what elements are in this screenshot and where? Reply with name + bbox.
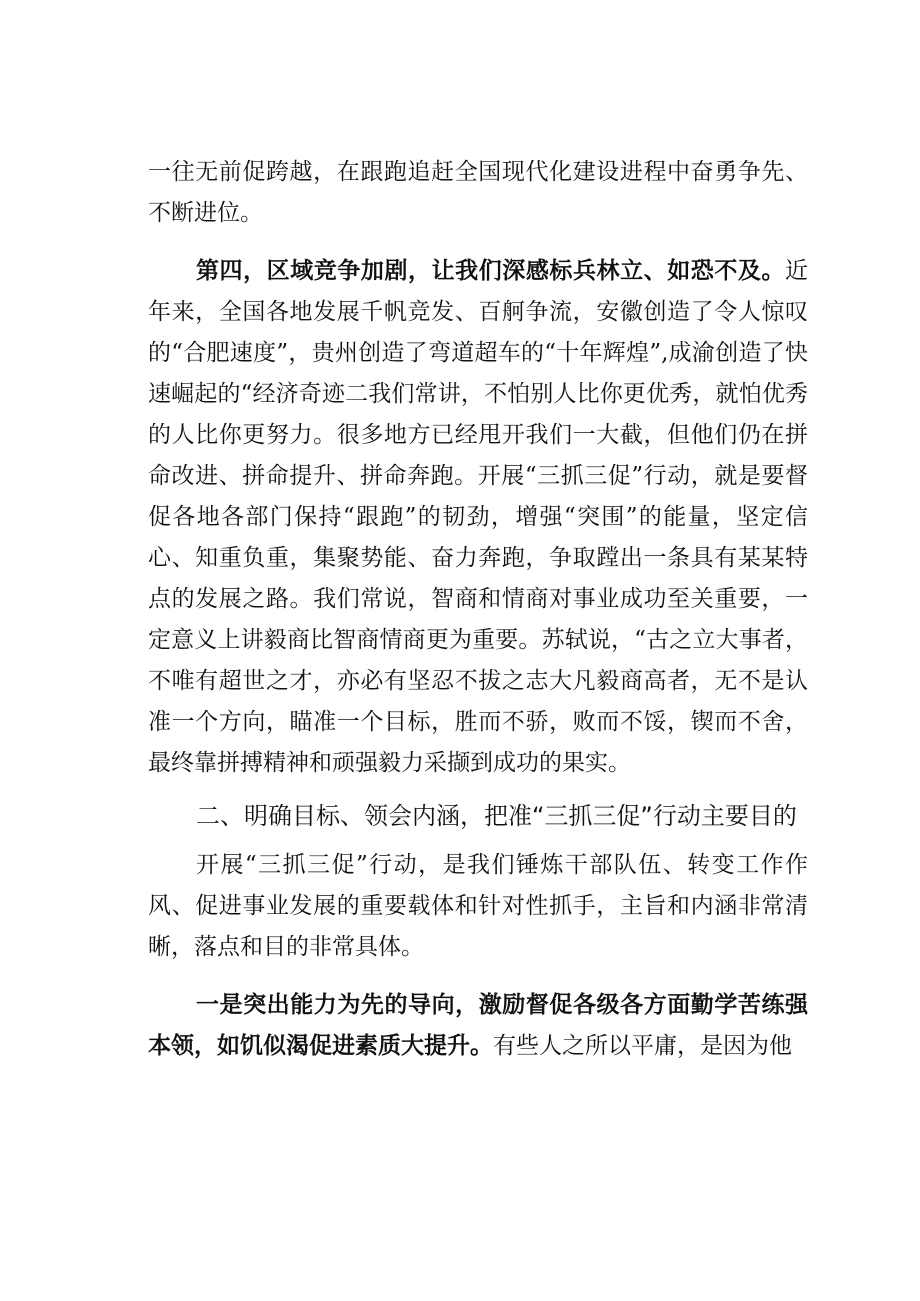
paragraph-first-point <box>148 985 808 1067</box>
document-page <box>148 152 808 1067</box>
paragraph-intro: 开展“三抓三促”行动，是我们锤炼干部队伍、转变工作作风、促进事业发展的重要载体和针对性抓手，主旨和内涵非常清晰，落点和目的非常具体。 <box>148 852 808 960</box>
paragraph-continuation: 一往无前促跨越，在跟跑追赶全国现代化建设进程中奋勇争先、不断进位。 <box>148 159 808 226</box>
first-point-body: 有些人之所以平庸，是因为他 <box>493 1033 792 1059</box>
first-point-lead: 一是突出能力为先的导向，激励督促各级各方面勤学苦练强本领，如饥似渴促进素质大提升。 <box>148 992 808 1059</box>
fourth-point-body: 近年来，全国各地发展千帆竞发、百舸争流，安徽创造了令人惊叹的“合肥速度”，贵州创造了弯道超车的“十年辉煌”,成渝创造了快速崛起的“经济奇迹二我们常讲，不怕别人比你更优秀，就怕优秀的人比你更努力。很多地方已经甩开我们一大截，但他们仍在拼命改进、拼命提升、拼命奔跑。开展“三抓三促”行动，就是要督促各地各部门保持“跟跑”的韧劲，增强“突围”的能量，坚定信心、知重负重，集聚势能、奋力奔跑，争取蹚出一条具有某某特点的发展之路。我们常说，智商和情商对事业成功至关重要，一定意义上讲毅商比智商情商更为重要。苏轼说，“古之立大事者，不唯有超世之才，亦必有坚忍不拔之志大凡毅商高者，无不是认准一个方向，瞄准一个目标，胜而不骄，败而不馁，锲而不舍，最终靠拼搏精神和顽强毅力采撷到成功的果实。 <box>148 258 808 776</box>
paragraph-fourth-point <box>148 251 808 784</box>
fourth-point-lead: 第四，区域竞争加剧，让我们深感标兵林立、如恐不及。 <box>196 258 785 284</box>
section-heading: 二、明确目标、领会内涵，把准“三抓三促”行动主要目的 <box>196 802 797 830</box>
